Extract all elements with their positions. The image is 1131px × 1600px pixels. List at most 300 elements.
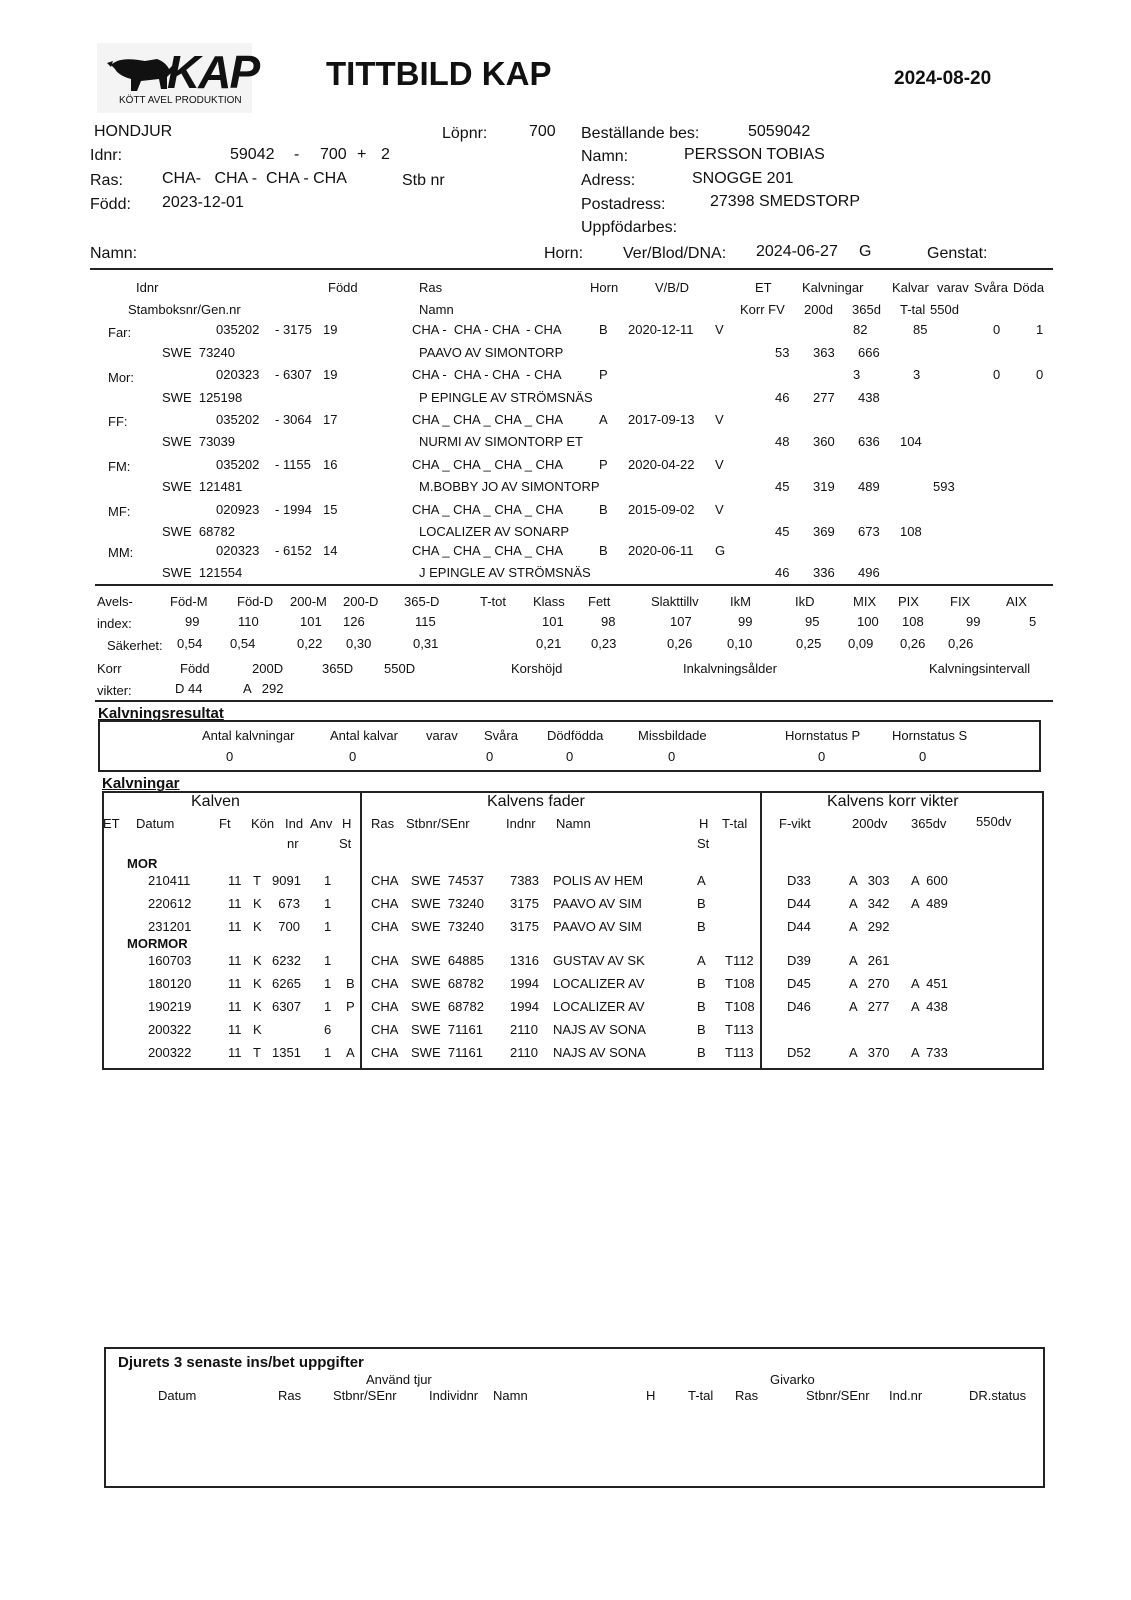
pedigree-horn: P [599,367,608,382]
insem-individnr: Individnr [429,1388,479,1403]
index-sakerhet: 0,25 [796,636,822,651]
pedigree-id1: 020323 [216,543,260,558]
korr-fvikt: D46 [787,999,811,1014]
kr-header: Hornstatus S [892,728,968,743]
father-indnr: 1994 [510,999,539,1014]
index-header: AIX [1006,594,1027,609]
col-kalvningar: Kalvningar [802,280,864,295]
father-h: B [697,1022,706,1037]
pedigree-korrfv: 45 [775,524,790,539]
korr-fvikt: D44 [787,919,811,934]
index-sakerhet: 0,22 [297,636,323,651]
index-value: 126 [343,614,365,629]
insem-h: H [646,1388,656,1403]
calf-kon: T [253,1045,261,1060]
pedigree-date: 2017-09-13 [628,412,695,427]
pedigree-korrfv: 53 [775,345,790,360]
kr-value: 0 [486,749,494,764]
korr-365dv: A 733 [911,1045,948,1060]
owner-namn-label: Namn: [581,148,629,165]
kr-header: Svåra [484,728,518,743]
pedigree-kalvningar: 3 [853,367,861,382]
father-ras: CHA [371,999,399,1014]
pedigree-id2: - 1994 [275,502,312,517]
lopnr-label: Löpnr: [442,125,488,142]
adress-value: SNOGGE 201 [692,170,794,187]
pedigree-550d: 593 [933,479,955,494]
calf-ft: 11 [228,896,242,911]
father-ttal: T108 [725,999,755,1014]
pedigree-id2: - 3175 [275,322,312,337]
calf-h: A [346,1045,355,1060]
index-value: 100 [857,614,879,629]
pedigree-ras: CHA - CHA - CHA - CHA [412,367,562,382]
index-value: 5 [1029,614,1037,629]
pedigree-kalvar: 3 [913,367,921,382]
calf-anv: 1 [324,999,332,1014]
fodd-label: Född: [90,196,131,213]
kr-value: 0 [818,749,826,764]
kh-et: ET [103,816,120,831]
calf-kon: K [253,999,262,1014]
kh-fst: St [697,836,710,851]
calf-ft: 11 [228,999,242,1014]
calf-anv: 1 [324,1045,332,1060]
pedigree-ras: CHA _ CHA _ CHA _ CHA [412,502,563,517]
father-indnr: 2110 [510,1022,538,1037]
pedigree-relation: Mor: [108,370,134,385]
col-vbd: V/B/D [655,280,689,295]
korr-200dv: A 370 [849,1045,890,1060]
col-varav: varav [937,280,969,295]
pedigree-date: 2015-09-02 [628,502,695,517]
father-ras: CHA [371,953,399,968]
insem-drstatus: DR.status [969,1388,1027,1403]
korr-fvikt: D39 [787,953,811,968]
calf-kon: K [253,919,262,934]
index-value: 101 [300,614,322,629]
father-h: A [697,873,706,888]
kh-ft: Ft [219,816,231,831]
index-header: 200-M [290,594,327,609]
father-indnr: 7383 [510,873,539,888]
kh-h: H [342,816,352,831]
pedigree-born: 15 [323,502,338,517]
index-header: 200-D [343,594,379,609]
calf-datum: 210411 [148,873,191,888]
index-value: 101 [542,614,564,629]
pedigree-kalvningar: 82 [853,322,868,337]
pedigree-verif: G [715,543,726,558]
col-ras: Ras [419,280,443,295]
index-sakerhet: 0,10 [727,636,753,651]
kalvningar-group-label: MOR [127,856,158,871]
avelsindex-label: Avels- [97,594,133,609]
index-value: 98 [601,614,616,629]
calf-ft: 11 [228,1045,242,1060]
father-h: B [697,919,706,934]
calf-ft: 11 [228,953,242,968]
father-indnr: 3175 [510,919,539,934]
index-value: 107 [670,614,692,629]
divider [90,268,1053,270]
postadress-label: Postadress: [581,196,666,213]
pedigree-200d: 363 [813,345,835,360]
pedigree-verif: V [715,322,724,337]
index-value: 99 [185,614,200,629]
father-namn: NAJS AV SONA [553,1022,646,1037]
pedigree-born: 19 [323,322,338,337]
pedigree-ttal: 108 [900,524,922,539]
verblod-label: Ver/Blod/DNA: [623,245,727,262]
pedigree-stb: SWE 125198 [162,390,243,405]
pedigree-date: 2020-04-22 [628,457,695,472]
father-ttal: T112 [725,953,754,968]
calf-kon: K [253,896,262,911]
calf-ft: 11 [228,1022,242,1037]
father-namn: POLIS AV HEM [553,873,644,888]
pedigree-doda: 1 [1036,322,1044,337]
pedigree-relation: FF: [108,414,128,429]
father-stbnr: SWE 71161 [411,1045,484,1060]
col-namn: Namn [419,302,454,317]
col-horn: Horn [590,280,619,295]
korr-200-value: A 292 [243,681,284,696]
pedigree-verif: V [715,457,724,472]
insem-indnr: Ind.nr [889,1388,923,1403]
korr-365dv: A 489 [911,896,948,911]
calf-anv: 1 [324,873,332,888]
col-ttal: T-tal [900,302,926,317]
father-ras: CHA [371,896,399,911]
korr-korshojd: Korshöjd [511,661,563,676]
father-stbnr: SWE 73240 [411,919,484,934]
index-sakerhet: 0,26 [900,636,926,651]
calf-anv: 1 [324,976,332,991]
pedigree-200d: 336 [813,565,835,580]
calf-datum: 180120 [148,976,192,991]
korr-fodd: Född [180,661,210,676]
index-header: Föd-D [237,594,274,609]
pedigree-born: 14 [323,543,338,558]
father-h: B [697,999,706,1014]
pedigree-relation: FM: [108,459,131,474]
ras-value: CHA- CHA - CHA - CHA [162,170,347,187]
horn-label: Horn: [544,245,584,262]
calf-h: B [346,976,355,991]
index-value: 110 [238,614,259,629]
idnr-dash: - [294,146,300,163]
calf-datum: 200322 [148,1022,192,1037]
index-header: Fett [588,594,611,609]
calf-ft: 11 [228,919,242,934]
pedigree-200d: 277 [813,390,835,405]
uppfodarbes-label: Uppfödarbes: [581,219,678,236]
calf-ind: 6232 [272,953,301,968]
father-ras: CHA [371,976,399,991]
kr-value: 0 [668,749,676,764]
calf-anv: 6 [324,1022,332,1037]
pedigree-200d: 360 [813,434,835,449]
korr-365dv: A 438 [911,999,948,1014]
pedigree-ttal: 104 [900,434,922,449]
calf-datum: 190219 [148,999,192,1014]
index-sakerhet: 0,26 [948,636,974,651]
kh-550dv: 550dv [976,814,1012,829]
pedigree-365d: 666 [858,345,880,360]
father-h: A [697,953,706,968]
father-ttal: T113 [725,1022,754,1037]
pedigree-ras: CHA _ CHA _ CHA _ CHA [412,543,563,558]
calf-ft: 11 [228,976,242,991]
pedigree-id1: 035202 [216,322,260,337]
pedigree-born: 17 [323,412,338,427]
korr-label-2: vikter: [97,683,132,698]
pedigree-365d: 438 [858,390,880,405]
kh-stbnr: Stbnr/SEnr [406,816,470,831]
idnr-plus: + [357,146,367,163]
kr-value: 0 [566,749,574,764]
index-value: 99 [966,614,981,629]
kh-anv: Anv [310,816,333,831]
father-namn: NAJS AV SONA [553,1045,646,1060]
col-svara: Svåra [974,280,1008,295]
pedigree-svara: 0 [993,367,1001,382]
pedigree-name: M.BOBBY JO AV SIMONTORP [419,479,600,494]
idnr-part-a: 59042 [230,146,275,163]
col-200d: 200d [804,302,833,317]
index-sakerhet: 0,30 [346,636,372,651]
index-sakerhet: 0,31 [413,636,439,651]
insem-givarko: Givarko [770,1372,815,1387]
pedigree-korrfv: 48 [775,434,790,449]
index-sakerhet: 0,54 [177,636,203,651]
father-namn: GUSTAV AV SK [553,953,645,968]
verblod-value: 2024-06-27 [756,243,838,260]
calf-ind: 1351 [272,1045,301,1060]
pedigree-verif: V [715,412,724,427]
pedigree-ras: CHA _ CHA _ CHA _ CHA [412,412,563,427]
calf-ind: 6265 [272,976,301,991]
pedigree-svara: 0 [993,322,1001,337]
pedigree-verif: V [715,502,724,517]
kr-header: varav [426,728,458,743]
korr-fodd-value: D 44 [175,681,203,696]
pedigree-stb: SWE 68782 [162,524,235,539]
calf-kon: T [253,873,261,888]
korr-200dv: A 261 [849,953,890,968]
korr-200dv: A 277 [849,999,890,1014]
divider [95,584,1053,586]
index-sakerhet: 0,21 [536,636,562,651]
kr-value: 0 [919,749,927,764]
father-stbnr: SWE 64885 [411,953,484,968]
calf-datum: 231201 [148,919,192,934]
kh-datum: Datum [136,816,175,831]
pedigree-doda: 0 [1036,367,1044,382]
insem-anvand-tjur: Använd tjur [366,1372,432,1387]
pedigree-365d: 673 [858,524,880,539]
korr-fvikt: D52 [787,1045,811,1060]
pedigree-horn: A [599,412,608,427]
col-kalvar: Kalvar [892,280,929,295]
calf-datum: 220612 [148,896,192,911]
father-indnr: 3175 [510,896,539,911]
index-sakerhet: 0,26 [667,636,693,651]
pedigree-korrfv: 46 [775,390,790,405]
owner-namn-value: PERSSON TOBIAS [684,146,825,163]
korr-365d: 365D [322,661,354,676]
group-fader: Kalvens fader [487,793,585,810]
korr-550d: 550D [384,661,416,676]
kr-header: Hornstatus P [785,728,861,743]
pedigree-365d: 636 [858,434,880,449]
kh-st: St [339,836,352,851]
father-ttal: T113 [725,1045,754,1060]
pedigree-horn: B [599,502,608,517]
idnr-part-c: 2 [381,146,390,163]
korr-kalvintervall: Kalvningsintervall [929,661,1031,676]
kalvningar-divider [360,791,362,1070]
insem-ttal: T-tal [688,1388,714,1403]
korr-fvikt: D44 [787,896,811,911]
pedigree-date: 2020-12-11 [628,322,694,337]
pedigree-horn: P [599,457,608,472]
korr-200d: 200D [252,661,284,676]
animal-type: HONDJUR [94,123,173,140]
namn-label: Namn: [90,245,138,262]
father-indnr: 1316 [510,953,539,968]
col-stambok: Stamboksnr/Gen.nr [128,302,241,317]
index-header: Klass [533,594,565,609]
col-fodd: Född [328,280,358,295]
father-namn: LOCALIZER AV [553,976,645,991]
insem-ras: Ras [278,1388,302,1403]
calf-datum: 200322 [148,1045,192,1060]
pedigree-365d: 496 [858,565,880,580]
kh-fh: H [699,816,709,831]
pedigree-ras: CHA - CHA - CHA - CHA [412,322,562,337]
calf-ft: 11 [228,873,242,888]
print-date: 2024-08-20 [894,68,992,89]
pedigree-id1: 035202 [216,412,260,427]
father-ras: CHA [371,919,399,934]
pedigree-date: 2020-06-11 [628,543,694,558]
korr-365dv: A 600 [911,873,948,888]
index-value: 115 [415,614,436,629]
pedigree-stb: SWE 73039 [162,434,235,449]
pedigree-365d: 489 [858,479,880,494]
kh-nr: nr [287,836,299,851]
col-365d: 365d [852,302,881,317]
pedigree-born: 16 [323,457,338,472]
index-value: 99 [738,614,753,629]
insem-datum: Datum [158,1388,197,1403]
calf-h: P [346,999,355,1014]
divider [95,700,1053,702]
pedigree-horn: B [599,322,608,337]
calf-anv: 1 [324,953,332,968]
korr-200dv: A 292 [849,919,890,934]
adress-label: Adress: [581,172,636,189]
index-header: MIX [853,594,877,609]
calf-ind: 6307 [272,999,301,1014]
pedigree-stb: SWE 121481 [162,479,243,494]
ras-label: Ras: [90,172,123,189]
pedigree-stb: SWE 121554 [162,565,243,580]
kh-200dv: 200dv [852,816,888,831]
index-header: PIX [898,594,919,609]
insem-stbnr2: Stbnr/SEnr [806,1388,870,1403]
korr-200dv: A 303 [849,873,890,888]
pedigree-id2: - 3064 [275,412,312,427]
pedigree-id2: - 1155 [275,457,311,472]
col-et: ET [755,280,772,295]
index-header: 365-D [404,594,440,609]
logo-text: KAP [167,46,259,98]
insem-namn: Namn [493,1388,528,1403]
father-stbnr: SWE 68782 [411,999,484,1014]
index-header: IkM [730,594,751,609]
genstat-label: Genstat: [927,245,988,262]
father-stbnr: SWE 68782 [411,976,484,991]
insem-stbnr: Stbnr/SEnr [333,1388,397,1403]
father-namn: LOCALIZER AV [553,999,645,1014]
index-header: Föd-M [170,594,208,609]
index-header: Slakttillv [651,594,699,609]
index-sakerhet: 0,54 [230,636,256,651]
index-header: FIX [950,594,971,609]
pedigree-relation: MM: [108,545,134,560]
pedigree-id2: - 6152 [275,543,312,558]
calf-ind: 700 [278,919,300,934]
pedigree-name: P EPINGLE AV STRÖMSNÄS [419,390,593,405]
index-sakerhet: 0,23 [591,636,617,651]
page-title: TITTBILD KAP [326,55,552,92]
kalvningar-group-label: MORMOR [127,936,188,951]
father-ras: CHA [371,873,399,888]
father-stbnr: SWE 73240 [411,896,484,911]
index-value: 95 [805,614,820,629]
pedigree-relation: Far: [108,325,132,340]
insem-ras2: Ras [735,1388,759,1403]
kh-ind: Ind [285,816,304,831]
pedigree-200d: 319 [813,479,835,494]
kalvningsresultat-title: Kalvningsresultat [98,705,224,722]
kr-header: Antal kalvar [330,728,398,743]
avelsindex-label-2: index: [97,616,132,631]
calf-anv: 1 [324,896,332,911]
kalvningar-divider [760,791,762,1070]
kr-header: Dödfödda [547,728,604,743]
idnr-part-b: 700 [320,146,347,163]
kh-365dv: 365dv [911,816,947,831]
korr-fvikt: D33 [787,873,811,888]
col-korrfv: Korr FV [740,302,785,317]
idnr-label: Idnr: [90,147,123,164]
father-stbnr: SWE 71161 [411,1022,484,1037]
index-sakerhet: 0,09 [848,636,874,651]
index-header: T-tot [480,594,507,609]
father-ras: CHA [371,1045,399,1060]
kr-header: Antal kalvningar [202,728,295,743]
logo-subtext: KÖTT AVEL PRODUKTION [119,95,242,106]
kalvningar-title: Kalvningar [102,775,180,792]
pedigree-id1: 020323 [216,367,260,382]
insem-title: Djurets 3 senaste ins/bet uppgifter [118,1354,364,1371]
korr-200dv: A 270 [849,976,890,991]
korr-365dv: A 451 [911,976,948,991]
